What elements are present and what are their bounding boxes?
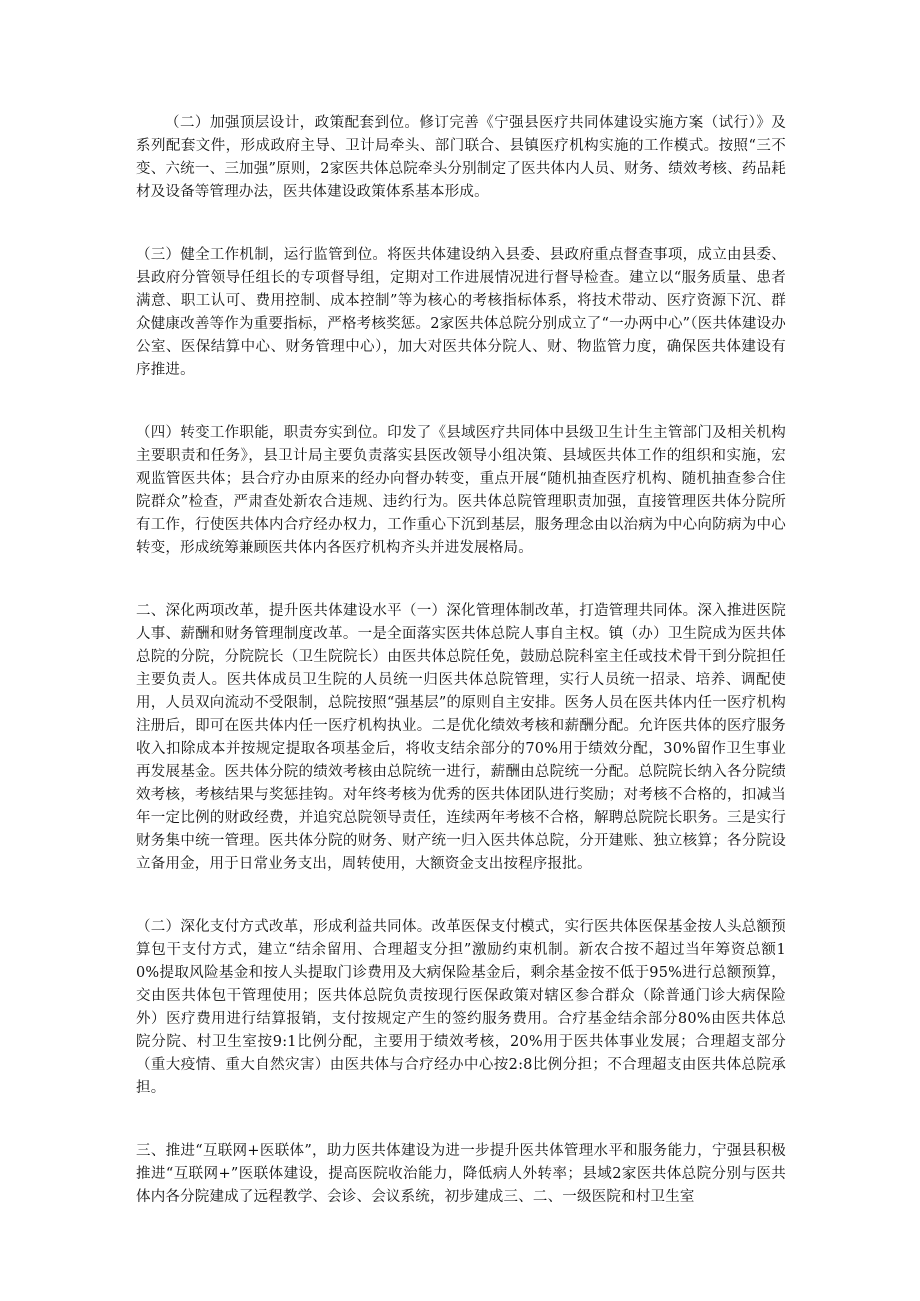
paragraph-internet-medical-alliance: 三、推进“互联网+医联体”，助力医共体建设为进一步提升医共体管理水平和服务能力，宁强县积极推进“互联网+”医联体建设，提高医院收治能力，降低病人外转率；县域2家医共体总院分别与医共体内各分院建成了远程教学、会诊、会议系统，初步建成三、二、一级医院和村卫生室 [136, 1143, 786, 1205]
paragraph-management-reform: 二、深化两项改革，提升医共体建设水平（一）深化管理体制改革，打造管理共同体。深入推进医院人事、薪酬和财务管理制度改革。一是全面落实医共体总院人事自主权。镇（办）卫生院成为医共体总院的分院，分院院长（卫生院院长）由医共体总院任免，鼓励总院科室主任或技术骨干到分院担任主要负责人。医共体成员卫生院的人员统一归医共体总院管理，实行人员统一招录、培养、调配使用，人员双向流动不受限制，总院按照“强基层”的原则自主安排。医务人员在医共体内任一医疗机构注册后，即可在医共体内任一医疗机构执业。二是优化绩效考核和薪酬分配。允许医共体的医疗服务收入扣除成本并按规定提取各项基金后，将收支结余部分的70%用于绩效分配，30%留作卫生事业再发展基金。医共体分院的绩效考核由总院统一进行，薪酬由总院统一分配。总院院长纳入各分院绩效考核，考核结果与奖惩挂钩。对年终考核为优秀的医共体团队进行奖励；对考核不合格的，扣减当年一定比例的财政经费，并追究总院领导责任，连续两年考核不合格，解聘总院院长职务。三是实行财务集中统一管理。医共体分院的财务、财产统一归入医共体总院，分开建账、独立核算；各分院设立备用金，用于日常业务支出，周转使用，大额资金支出按程序报批。 [136, 603, 786, 872]
document-page [136, 112, 786, 1209]
paragraph-payment-reform: （二）深化支付方式改革，形成利益共同体。改革医保支付模式，实行医共体医保基金按人头总额预算包干支付方式，建立“结余留用、合理超支分担”激励约束机制。新农合按不超过当年筹资总额10%提取风险基金和按人头提取门诊费用及大病保险基金后，剩余基金按不低于95%进行总额预算，交由医共体包干管理使用；医共体总院负责按现行医保政策对辖区参合群众（除普通门诊大病保险外）医疗费用进行结算报销，支付按规定产生的签约服务费用。合疗基金结余部分80%由医共体总院分院、村卫生室按9:1比例分配，主要用于绩效考核，20%用于医共体事业发展；合理超支部分（重大疫情、重大自然灾害）由医共体与合疗经办中心按2:8比例分担；不合理超支由医共体总院承担。 [136, 919, 786, 1096]
paragraph-top-level-design: （二）加强顶层设计，政策配套到位。修订完善《宁强县医疗共同体建设实施方案（试行）》及系列配套文件，形成政府主导、卫计局牵头、部门联合、县镇医疗机构实施的工作模式。按照“三不变、六统一、三加强”原则，2家医共体总院牵头分别制定了医共体内人员、财务、绩效考核、药品耗材及设备等管理办法，医共体建设政策体系基本形成。 [136, 115, 786, 200]
paragraph-work-mechanism: （三）健全工作机制，运行监管到位。将医共体建设纳入县委、县政府重点督查事项，成立由县委、县政府分管领导任组长的专项督导组，定期对工作进展情况进行督导检查。建立以“服务质量、患者满意、职工认可、费用控制、成本控制”等为核心的考核指标体系，将技术带动、医疗资源下沉、群众健康改善等作为重要指标，严格考核奖惩。2家医共体总院分别成立了“一办两中心”（医共体建设办公室、医保结算中心、财务管理中心），加大对医共体分院人、财、物监管力度，确保医共体建设有序推进。 [136, 247, 786, 378]
paragraph-function-transformation: （四）转变工作职能，职责夯实到位。印发了《县域医疗共同体中县级卫生计生主管部门及相关机构主要职责和任务》，县卫计局主要负责落实县医改领导小组决策、县域医共体工作的组织和实施，宏观监管医共体；县合疗办由原来的经办向督办转变，重点开展“随机抽查医疗机构、随机抽查参合住院群众”检查，严肃查处新农合违规、违约行为。医共体总院管理职责加强，直接管理医共体分院所有工作，行使医共体内合疗经办权力，工作重心下沉到基层，服务理念由以治病为中心向防病为中心转变，形成统筹兼顾医共体内各医疗机构齐头并进发展格局。 [136, 425, 786, 556]
